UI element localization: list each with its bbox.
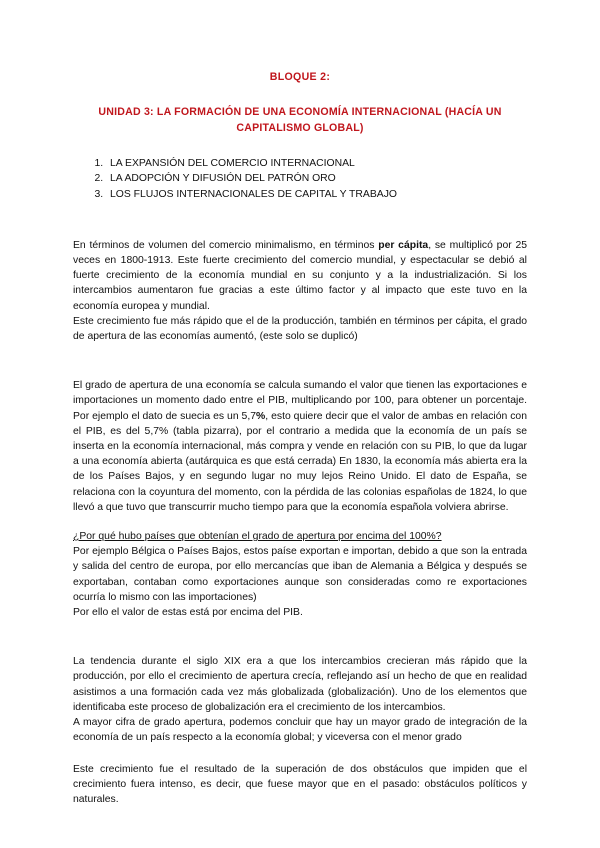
paragraph: La tendencia durante el siglo XIX era a que los intercambios crecieran más rápido que la producción, por ello el crecimiento de apertura crecía, reflejando así un hecho de que en realidad asistimos a una formación cada vez más globalizada (globalización). Uno de los elementos que identificaba este proceso de globalización era el crecimiento de los intercambios. [73, 656, 527, 713]
paragraph: Por ello el valor de estas está por encima del PIB. [73, 607, 303, 619]
block-title: BLOQUE 2: [269, 71, 331, 83]
toc-item: 2. LA ADOPCIÓN Y DIFUSIÓN DEL PATRÓN ORO [106, 171, 527, 186]
bold-text: % [256, 410, 266, 422]
paragraph: Este crecimiento fue más rápido que el de la producción, también en términos per cápita, el grado de apertura de las economías aumentó, (este solo se duplicó) [73, 315, 527, 343]
toc-item: 1. LA EXPANSIÓN DEL COMERCIO INTERNACIONAL [106, 156, 527, 171]
paragraph: Por ejemplo Bélgica o Países Bajos, estos paíse exportan e importan, debido a que son la entrada y salida del centro de europa, por ello mercancías que iban de Alemania a Bélgica y después se exportaban, contaban como exportaciones aunque son consideradas como re exportaciones ocurría lo mismo con las importaciones) [73, 546, 527, 603]
paragraph-text: El grado de apertura de una economía se calcula sumando el valor que tienen las exportaciones e importaciones un momento dado entre el PIB, multiplicando por 100, para obtener un porcentaje. Por ejemplo el dato de suecia es un 5,7 [73, 380, 527, 422]
bold-text: per cápita [378, 239, 429, 251]
toc-item: 3. LOS FLUJOS INTERNACIONALES DE CAPITAL Y TRABAJO [106, 187, 527, 202]
paragraph-text: , esto quiere decir que el valor de ambas en relación con el PIB, es del 5,7% (tabla pizarra), por el contrario a medida que la economía de un país se inserta en la economía internacional, más compra y vende en relación con su PIB, lo que da lugar a una economía abierta (autárquica es que está cerrada) En 1830, la economía más abierta era la de los Países Bajos, y en segundo lugar no muy lejos Reino Unido. El dato de España, se relaciona con la coyuntura del momento, con la pérdida de las colonias españolas de 1824, lo que llevó a que tuvo que transcurrir mucho tiempo para que la economía española volviera abrirse. [73, 410, 527, 513]
unit-title: UNIDAD 3: LA FORMACIÓN DE UNA ECONOMÍA INTERNACIONAL (HACÍA UN CAPITALISMO GLOBAL) [98, 106, 502, 135]
question-heading: ¿Por qué hubo países que obtenían el grado de apertura por encima del 100%? [73, 531, 442, 543]
paragraph [73, 378, 527, 515]
paragraph: A mayor cifra de grado apertura, podemos concluir que hay un mayor grado de integración de la economía de un país respecto a la economía global; y viceversa con el menor grado [73, 717, 527, 744]
paragraph [73, 238, 527, 314]
paragraph-text: , se multiplicó por 25 veces en 1800-1913. Este fuerte crecimiento del comercio mundial, y espectacular se debió al fuerte crecimiento de la economía mundial en su conjunto y a la industrialización. Si los intercambios aumentaron fue gracias a este último factor y al impacto que este tuvo en la economía europea y mundial. [73, 239, 527, 312]
paragraph-text: En términos de volumen del comercio minimalismo, en términos [73, 239, 379, 251]
paragraph: Este crecimiento fue el resultado de la superación de dos obstáculos que impiden que el crecimiento fuera intenso, es decir, que fuese mayor que en el pasado: obstáculos políticos y naturales. [73, 763, 527, 805]
table-of-contents [73, 156, 527, 202]
